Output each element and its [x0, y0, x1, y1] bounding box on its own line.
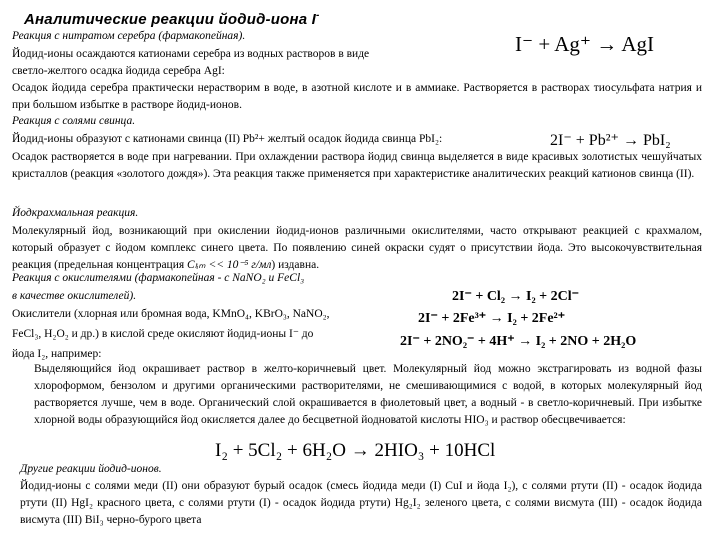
section-heading-other: Другие реакции йодид-ионов.: [20, 463, 162, 475]
section-heading-oxidizers-2: в качестве окислителей).: [12, 290, 137, 302]
s1-paragraph: Осадок йодида серебра практически нерастворим в воде, в азотной кислоте и в аммиаке. Растворяется в растворах тиосульфата натрия и при большом избытке в растворе йодид-ионов.: [12, 82, 702, 111]
equation-silver-iodide: I⁻ + Ag⁺ → AgI: [515, 32, 655, 56]
s2-paragraph: Осадок растворяется в воде при нагревании. При охлаждении раствора йодид свинца выделяется в виде красивых золотистых чешуйчатых кристаллов (реакция «золотого дождя»). Эта реакция также применяется при характеристике аналитических реакций катионов свинца (II).: [12, 151, 702, 180]
equation-chlorine: 2I⁻ + Cl₂ → I₂ + 2Cl⁻: [452, 289, 580, 304]
s2-line1: Йодид-ионы образуют с катионами свинца (II) Pb²+ желтый осадок йодида свинца PbI₂:: [12, 133, 443, 145]
section-heading-starch: Йодкрахмальная реакция.: [12, 207, 139, 219]
equation-iron: 2I⁻ + 2Fe³⁺ → I₂ + 2Fe²⁺: [418, 311, 566, 326]
section-heading-oxidizers: Реакция с окислителями (фармакопейная - с NaNO₂ и FeCl₃: [12, 272, 305, 284]
s4-line3: йода I₂, например:: [12, 348, 102, 360]
s1-line1: Йодид-ионы осаждаются катионами серебра из водных растворов в виде: [12, 48, 370, 60]
page-title: Аналитические реакции йодид-иона I-: [24, 10, 320, 28]
s5-paragraph: Йодид-ионы с солями меди (II) они образуют бурый осадок (смесь йодида меди (I) CuI и йода I₂), с солями ртути (II) - осадок йодида ртути (II) HgI₂ красного цвета, с солями ртути (I) - осадок йодида ртути) Hg₂I₂ зеленого цвета, с солями висмута (III) - осадок йодида висмута (III) BiI₃ черно-бурого цвета: [20, 480, 702, 526]
s4-paragraph: Выделяющийся йод окрашивает раствор в желто-коричневый цвет. Молекулярный йод можно экстрагировать из водной фазы хлороформом, бензолом и другими органическими растворителями, не смешивающимися с водой, в которых молекулярный йод растворяется лучше, чем в воде. Органический слой окрашивается в фиолетовый цвет, а водный - в светло-коричневый. При избытке хлорной воды образующийся йод окисляется далее до бесцветной йодноватой кислоты HIO₃ и раствор обесцвечивается:: [34, 363, 702, 426]
equation-nitrite: 2I⁻ + 2NO₂⁻ + 4H⁺ → I₂ + 2NO + 2H₂O: [400, 334, 637, 349]
equation-iodic-acid: I₂ + 5Cl₂ + 6H₂O → 2HIO₃ + 10HCl: [215, 440, 496, 461]
s1-line2: светло-желтого осадка йодида серебра AgI:: [12, 65, 225, 77]
s4-line1: Окислители (хлорная или бромная вода, KMnO₄, KBrO₃, NaNO₂,: [12, 308, 330, 320]
s4-line2: FeCl₃, H₂O₂ и др.) в кислой среде окисляют йодид-ионы I⁻ до: [12, 328, 314, 340]
equation-lead-iodide: 2I⁻ + Pb²⁺ → PbI₂: [550, 132, 671, 149]
limit-concentration: Cₗᵢₘ << 10⁻⁵ г/мл: [187, 259, 272, 271]
section-heading-silver: Реакция с нитратом серебра (фармакопейная).: [12, 30, 246, 42]
section-heading-lead: Реакция с солями свинца.: [12, 115, 136, 127]
s3-paragraph: Молекулярный йод, возникающий при окислении йодид-ионов различными окислителями, часто открывают реакцией с крахмалом, который образует с йодом комплекс синего цвета. По появлению синей окраски судят о присутствии йода. Это высокочувствительная реакция (предельная концентрация Cₗᵢₘ << 10⁻⁵ г/мл) издавна.: [12, 225, 702, 271]
